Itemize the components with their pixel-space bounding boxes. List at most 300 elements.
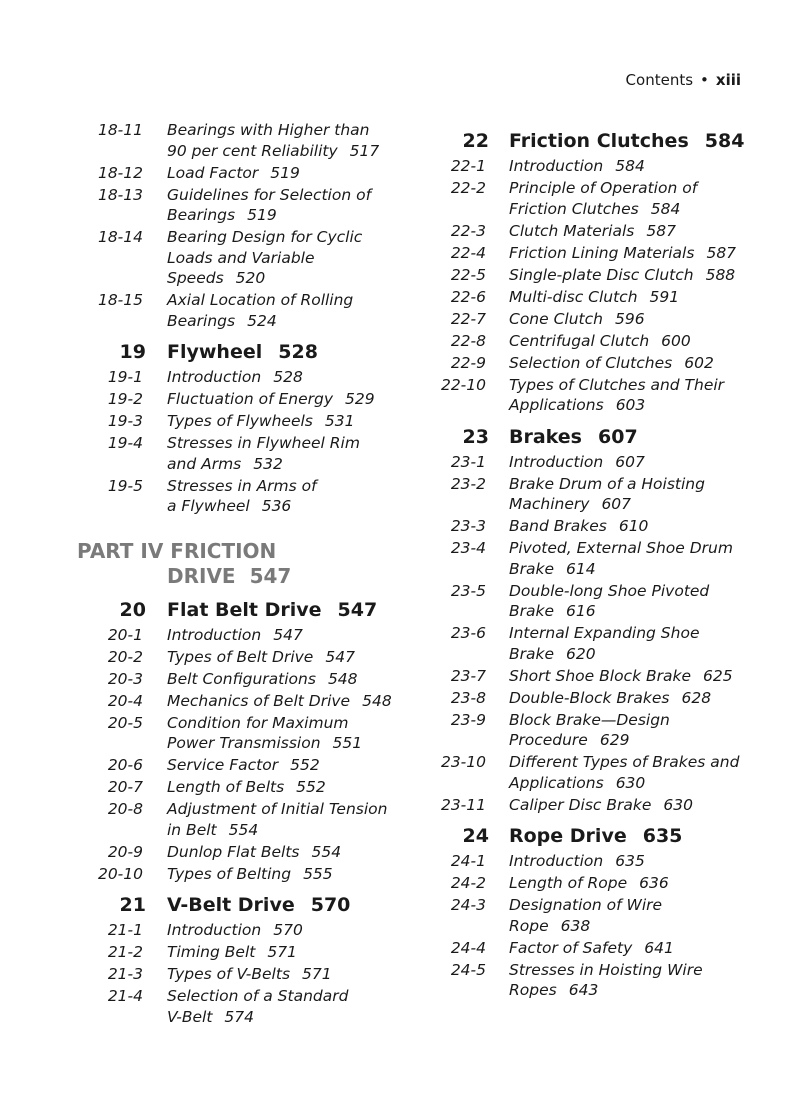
section-number: 22-6	[450, 287, 486, 306]
section-title	[167, 647, 402, 668]
section-number: 20-6	[107, 756, 143, 774]
section-title	[167, 163, 402, 184]
toc-entry	[425, 156, 811, 177]
section-title	[509, 623, 809, 664]
section-number: 20-7	[107, 778, 143, 796]
section-number: 19-5	[107, 476, 143, 495]
section-title	[167, 367, 402, 388]
section-title-line: Rope	[509, 916, 549, 935]
page-number: 584	[650, 199, 681, 218]
section-title-line: Types of Clutches and Their	[509, 375, 725, 394]
section-number: 24-3	[450, 896, 486, 914]
section-number: 18-11	[97, 121, 143, 139]
section-number: 19-2	[107, 390, 143, 408]
toc-entry	[425, 938, 811, 959]
section-title-line: Ropes	[509, 981, 557, 999]
page-number: 554	[311, 842, 342, 861]
toc-entry	[0, 942, 420, 963]
chapter-page-number: 635	[642, 825, 683, 847]
section-title-line: Block Brake—Design	[509, 710, 670, 729]
section-title	[167, 842, 402, 863]
section-title-line: Friction Clutches	[509, 199, 639, 218]
section-title-line: Machinery	[509, 495, 590, 513]
section-title-line: Introduction	[509, 852, 604, 870]
section-title-line: V-Belt	[167, 1007, 213, 1026]
toc-entry	[425, 895, 811, 936]
section-title-line: Principle of Operation of	[509, 179, 698, 197]
section-number: 20-4	[107, 691, 143, 710]
page-number: 587	[646, 221, 676, 240]
section-title-line: Length of Belts	[167, 778, 285, 796]
chapter-page-number: 584	[704, 130, 745, 152]
section-title	[167, 433, 402, 474]
section-title	[509, 851, 809, 872]
section-number: 24-5	[450, 960, 486, 979]
section-title-line: Bearing Design for Cyclic	[167, 228, 363, 246]
toc-entry	[0, 367, 420, 388]
section-number: 24-2	[450, 874, 486, 892]
toc-entry	[425, 538, 811, 579]
page-number: 614	[566, 559, 596, 578]
section-title	[167, 755, 402, 776]
page-number: 574	[224, 1007, 254, 1026]
section-title-line: Introduction	[509, 452, 604, 471]
chapter-number: 22	[462, 130, 489, 152]
chapter-heading	[425, 129, 811, 153]
section-title-line: Different Types of Brakes and	[509, 753, 740, 771]
section-title	[167, 920, 402, 941]
part-heading	[77, 539, 420, 589]
toc-entry	[0, 476, 420, 517]
toc-entry	[0, 964, 420, 985]
section-title-line: Designation of Wire	[509, 896, 663, 914]
toc-entry	[0, 691, 420, 712]
page-number: 520	[235, 269, 266, 287]
section-title-line: in Belt	[167, 820, 217, 839]
running-head-page-number: xiii	[715, 71, 741, 89]
section-number: 18-13	[97, 185, 143, 204]
page-number: 570	[273, 921, 303, 939]
section-number: 20-2	[107, 647, 143, 666]
toc-entry	[425, 581, 811, 622]
section-title	[509, 688, 809, 709]
page-number: 602	[684, 353, 714, 372]
page-number: 636	[639, 874, 669, 892]
section-number: 23-11	[440, 795, 486, 814]
section-number: 22-7	[450, 309, 486, 328]
chapter-page-number: 528	[278, 341, 318, 363]
page-number: 596	[614, 309, 645, 328]
section-number: 23-8	[450, 688, 486, 707]
section-number: 21-1	[107, 921, 143, 939]
toc-entry	[0, 120, 420, 161]
running-head-bullet: •	[700, 71, 709, 89]
section-number: 23-3	[450, 517, 486, 535]
section-title-line: Speeds	[167, 269, 224, 287]
page-number: 532	[253, 454, 283, 473]
page-number: 635	[615, 852, 645, 870]
toc-entry	[425, 752, 811, 793]
toc-entry	[0, 713, 420, 754]
section-title	[509, 752, 809, 793]
section-title-line: Applications	[509, 773, 604, 792]
section-title	[167, 942, 402, 963]
toc-entry	[425, 287, 811, 308]
page-number: 584	[615, 157, 645, 175]
section-title	[167, 227, 402, 289]
toc-entry	[0, 647, 420, 668]
section-number: 22-4	[450, 243, 486, 262]
page-number: 616	[566, 602, 596, 620]
section-title-line: Brake	[509, 644, 555, 663]
section-title-line: Guidelines for Selection of	[167, 185, 372, 204]
section-title-line: Band Brakes	[509, 517, 607, 535]
section-title	[167, 964, 402, 985]
section-number: 20-1	[107, 625, 143, 644]
page-number: 638	[560, 916, 591, 935]
section-title-line: Multi-disc Clutch	[509, 287, 638, 306]
section-number: 24-1	[450, 852, 486, 870]
toc-entry	[0, 227, 420, 289]
section-title-line: Caliper Disc Brake	[509, 795, 652, 814]
toc-entry	[425, 221, 811, 242]
section-title-line: Applications	[509, 396, 604, 414]
section-title-line: Loads and Variable	[167, 248, 315, 267]
section-title	[509, 156, 809, 177]
section-number: 23-4	[450, 539, 486, 557]
section-title-line: Pivoted, External Shoe Drum	[509, 539, 733, 557]
toc-entry	[425, 452, 811, 473]
chapter-heading	[0, 340, 420, 364]
chapter-heading	[0, 598, 420, 622]
toc-entry	[0, 799, 420, 840]
section-title-line: Introduction	[167, 625, 262, 644]
toc-entry	[425, 873, 811, 894]
section-number: 19-3	[107, 412, 143, 430]
toc-entry	[0, 842, 420, 863]
section-number: 22-8	[450, 331, 486, 350]
section-title	[509, 581, 809, 622]
section-title-line: Length of Rope	[509, 874, 628, 892]
page-number: 551	[332, 734, 363, 752]
section-title-line: Types of Belting	[167, 864, 292, 883]
section-title-line: Double-Block Brakes	[509, 688, 670, 707]
section-title	[167, 185, 402, 226]
section-title-line: Factor of Safety	[509, 938, 633, 957]
section-title-line: 90 per cent Reliability	[167, 141, 338, 160]
toc-entry	[425, 375, 811, 416]
section-title	[509, 795, 809, 816]
section-number: 20-10	[97, 864, 143, 883]
toc-entry	[425, 666, 811, 687]
section-title	[167, 290, 402, 331]
page-number: 620	[566, 644, 596, 663]
page-number: 548	[327, 669, 358, 688]
section-title	[509, 710, 809, 751]
page-number: 588	[705, 265, 736, 284]
toc-entry	[0, 411, 420, 432]
section-title-line: Bearings	[167, 311, 236, 330]
toc-entry	[425, 178, 811, 219]
section-title	[167, 799, 402, 840]
section-title	[509, 516, 809, 537]
toc-entry	[425, 851, 811, 872]
toc-entry	[425, 795, 811, 816]
toc-entry	[0, 433, 420, 474]
section-title	[509, 331, 809, 352]
section-title	[509, 221, 809, 242]
page-number: 641	[644, 938, 674, 957]
toc-entry	[0, 163, 420, 184]
chapter-page-number: 607	[598, 425, 638, 448]
part-title-line1: PART IV FRICTION	[77, 538, 277, 563]
section-number: 20-5	[107, 713, 143, 732]
section-number: 20-9	[107, 842, 143, 861]
chapter-title: Friction Clutches	[509, 130, 689, 152]
section-number: 22-3	[450, 221, 486, 240]
page-number: 554	[228, 820, 259, 839]
chapter-title: Flywheel	[167, 341, 263, 363]
section-title-line: Centrifugal Clutch	[509, 331, 650, 350]
section-title	[509, 938, 809, 959]
toc-entry	[0, 625, 420, 646]
section-title	[509, 287, 809, 308]
section-title-line: Friction Lining Materials	[509, 243, 695, 262]
section-title-line: Fluctuation of Energy	[167, 390, 333, 408]
section-title-line: Load Factor	[167, 163, 259, 182]
section-title	[509, 538, 809, 579]
section-title	[167, 691, 402, 712]
toc-entry	[0, 755, 420, 776]
page-number: 552	[296, 778, 326, 796]
section-title-line: Bearings with Higher than	[167, 121, 370, 139]
section-number: 18-12	[97, 163, 143, 182]
page-number: 547	[325, 647, 355, 666]
page-number: 628	[681, 688, 712, 707]
page-number: 531	[324, 412, 355, 430]
toc-entry	[425, 516, 811, 537]
page-number: 517	[349, 141, 380, 160]
page-number: 603	[615, 396, 646, 414]
toc-entry	[425, 474, 811, 515]
section-title-line: Types of V-Belts	[167, 965, 291, 983]
section-title	[167, 986, 402, 1027]
section-number: 18-15	[97, 291, 143, 309]
section-title-line: Selection of a Standard	[167, 987, 349, 1005]
toc-entry	[425, 331, 811, 352]
toc-right-column	[425, 120, 811, 1002]
section-title-line: Brake	[509, 559, 555, 578]
page-number: 610	[618, 517, 649, 535]
page-number: 524	[247, 311, 277, 330]
page-number: 587	[706, 243, 737, 262]
page-number: 625	[703, 666, 733, 685]
section-title	[509, 873, 809, 894]
section-title-line: Procedure	[509, 731, 588, 749]
chapter-heading	[0, 893, 420, 917]
chapter-number: 20	[119, 598, 146, 621]
part-title-line2-text: DRIVE	[167, 563, 236, 588]
section-title	[509, 960, 809, 1001]
page-number: 629	[599, 731, 630, 749]
section-title-line: Power Transmission	[167, 734, 321, 752]
toc-left-column	[0, 120, 420, 1029]
section-title	[509, 353, 809, 374]
section-number: 23-7	[450, 666, 486, 685]
section-title	[167, 669, 402, 690]
section-number: 20-8	[107, 800, 143, 818]
section-title-line: Axial Location of Rolling	[167, 291, 354, 309]
page-number: 552	[290, 756, 320, 774]
section-number: 23-1	[450, 452, 486, 471]
section-number: 18-14	[97, 228, 143, 246]
chapter-heading	[425, 824, 811, 848]
chapter-title: Rope Drive	[509, 825, 627, 847]
toc-entry	[425, 243, 811, 264]
chapter-title: Flat Belt Drive	[167, 598, 322, 621]
section-title-line: Dunlop Flat Belts	[167, 842, 300, 861]
section-title-line: Single-plate Disc Clutch	[509, 265, 694, 284]
section-number: 23-5	[450, 581, 486, 600]
section-number: 23-10	[440, 753, 486, 771]
chapter-page-number: 570	[310, 894, 351, 916]
section-title-line: Brake	[509, 602, 555, 620]
section-number: 22-5	[450, 265, 486, 284]
section-title-line: Types of Belt Drive	[167, 647, 314, 666]
page-number: 571	[267, 943, 297, 961]
page-number: 547	[273, 625, 303, 644]
section-number: 21-3	[107, 965, 143, 983]
page-number: 536	[261, 497, 292, 515]
section-title-line: Stresses in Arms of	[167, 476, 317, 495]
section-number: 19-4	[107, 434, 143, 452]
part-page-number: 547	[249, 563, 292, 588]
section-title	[509, 178, 809, 219]
part-title-line2	[167, 564, 420, 589]
section-title-line: Condition for Maximum	[167, 713, 349, 732]
section-title-line: Introduction	[167, 921, 262, 939]
section-title	[509, 474, 809, 515]
page-number: 548	[362, 691, 392, 710]
section-number: 24-4	[450, 938, 486, 957]
section-title-line: Adjustment of Initial Tension	[167, 800, 388, 818]
section-title-line: Timing Belt	[167, 943, 256, 961]
page-number: 591	[649, 287, 680, 306]
section-title-line: a Flywheel	[167, 497, 250, 515]
chapter-number: 23	[462, 425, 489, 448]
section-number: 22-2	[450, 179, 486, 197]
chapter-number: 24	[462, 825, 489, 847]
section-title	[167, 713, 402, 754]
section-title	[509, 452, 809, 473]
toc-entry	[0, 389, 420, 410]
page-number: 555	[303, 864, 333, 883]
toc-entry	[0, 185, 420, 226]
chapter-number: 19	[119, 341, 146, 363]
section-title-line: Introduction	[509, 157, 604, 175]
section-number: 23-9	[450, 710, 486, 729]
chapter-number: 21	[119, 894, 146, 916]
toc-entry	[425, 623, 811, 664]
page-number: 607	[601, 495, 632, 513]
chapter-heading	[425, 425, 811, 449]
toc-entry	[0, 777, 420, 798]
running-head-section: Contents	[625, 71, 694, 89]
toc-entry	[425, 688, 811, 709]
section-title-line: Brake Drum of a Hoisting	[509, 474, 705, 493]
toc-entry	[425, 353, 811, 374]
section-number: 22-10	[440, 375, 486, 394]
section-title-line: Cone Clutch	[509, 309, 603, 328]
section-number: 21-2	[107, 943, 143, 961]
toc-entry	[0, 986, 420, 1027]
section-title	[167, 777, 402, 798]
chapter-title: V-Belt Drive	[167, 894, 295, 916]
chapter-page-number: 547	[337, 598, 378, 621]
page-number: 600	[661, 331, 691, 350]
section-title	[509, 666, 809, 687]
section-title	[167, 476, 402, 517]
chapter-title: Brakes	[509, 425, 582, 448]
section-title-line: Stresses in Flywheel Rim	[167, 434, 360, 452]
section-title-line: Service Factor	[167, 756, 279, 774]
section-title-line: Types of Flywheels	[167, 412, 313, 430]
page-number: 630	[663, 795, 693, 814]
toc-entry	[425, 265, 811, 286]
page-number: 529	[345, 390, 375, 408]
section-title-line: Short Shoe Block Brake	[509, 666, 691, 685]
toc-entry	[0, 864, 420, 885]
section-title	[167, 864, 402, 885]
toc-entry	[425, 710, 811, 751]
section-title-line: and Arms	[167, 454, 242, 473]
page-number: 519	[270, 163, 300, 182]
section-title-line: Selection of Clutches	[509, 353, 673, 372]
section-title	[167, 120, 402, 161]
page-number: 607	[615, 452, 645, 471]
section-number: 20-3	[107, 669, 143, 688]
page-number: 643	[568, 981, 599, 999]
running-head	[626, 71, 741, 89]
section-number: 23-2	[450, 474, 486, 493]
section-title-line: Stresses in Hoisting Wire	[509, 960, 703, 979]
section-number: 22-9	[450, 353, 486, 372]
section-title-line: Clutch Materials	[509, 221, 635, 240]
section-title	[509, 243, 809, 264]
section-title	[167, 389, 402, 410]
section-title	[509, 265, 809, 286]
toc-entry	[425, 309, 811, 330]
section-title	[509, 309, 809, 330]
section-number: 23-6	[450, 624, 486, 642]
section-title-line: Internal Expanding Shoe	[509, 624, 700, 642]
section-title-line: Introduction	[167, 368, 262, 386]
section-title	[167, 411, 402, 432]
page-number: 630	[615, 773, 646, 792]
section-title-line: Belt Configurations	[167, 669, 316, 688]
section-number: 21-4	[107, 987, 143, 1005]
section-title-line: Bearings	[167, 206, 236, 224]
toc-entry	[0, 920, 420, 941]
section-title	[509, 375, 809, 416]
section-number: 19-1	[107, 368, 143, 386]
section-number: 22-1	[450, 157, 486, 175]
page-number: 519	[247, 206, 277, 224]
page-number: 528	[273, 368, 303, 386]
toc-entry	[425, 960, 811, 1001]
toc-entry	[0, 290, 420, 331]
section-title	[509, 895, 809, 936]
